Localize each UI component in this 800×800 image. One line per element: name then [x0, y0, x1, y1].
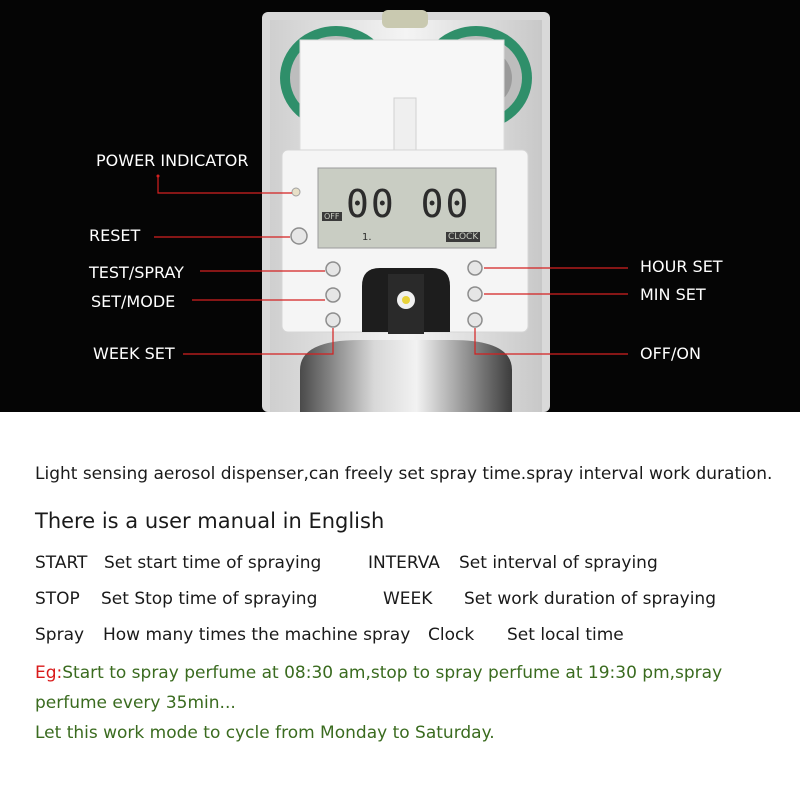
example-line1: Start to spray perfume at 08:30 am,stop to spray perfume at 19:30 pm,spray perfume every 35min...: [35, 663, 723, 713]
manual-desc-week: Set work duration of spraying: [464, 589, 716, 609]
aerosol-can: [300, 340, 512, 412]
manual-key-spray: Spray: [35, 625, 85, 645]
lcd-indicator: 1.: [362, 232, 372, 243]
example-prefix: Eg:: [35, 663, 63, 683]
week-set-button: [326, 313, 340, 327]
label-min-set: MIN SET: [640, 285, 706, 304]
off-on-button: [468, 313, 482, 327]
manual-desc-clock: Set local time: [507, 625, 624, 645]
lcd-clock-label: CLOCK: [448, 232, 479, 242]
manual-desc-start: Set start time of spraying: [104, 553, 322, 573]
manual-key-stop: STOP: [35, 589, 80, 609]
label-set-mode: SET/MODE: [91, 292, 176, 311]
manual-desc-stop: Set Stop time of spraying: [101, 589, 318, 609]
label-hour-set: HOUR SET: [640, 257, 723, 276]
lcd-digits: 00 00: [346, 182, 471, 226]
manual-desc-spray: How many times the machine spray: [103, 625, 411, 645]
label-reset: RESET: [89, 226, 141, 245]
manual-key-interva: INTERVA: [368, 553, 440, 573]
manual-key-start: START: [35, 553, 88, 573]
manual-heading: There is a user manual in English: [35, 509, 385, 533]
manual-desc-interva: Set interval of spraying: [459, 553, 658, 573]
manual-key-week: WEEK: [383, 589, 433, 609]
reset-button: [291, 228, 307, 244]
label-off-on: OFF/ON: [640, 344, 701, 363]
test-spray-button: [326, 262, 340, 276]
min-set-button: [468, 287, 482, 301]
label-week-set: WEEK SET: [93, 344, 175, 363]
lcd-status-off: OFF: [324, 212, 340, 221]
label-power-indicator: POWER INDICATOR: [96, 151, 249, 170]
label-test-spray: TEST/SPRAY: [89, 263, 184, 282]
power-led: [292, 188, 300, 196]
manual-key-clock: Clock: [428, 625, 475, 645]
hour-set-button: [468, 261, 482, 275]
example-line2: Let this work mode to cycle from Monday to Saturday.: [35, 723, 495, 743]
example-block: [35, 658, 775, 718]
set-mode-button: [326, 288, 340, 302]
intro-text: Light sensing aerosol dispenser,can freely set spray time.spray interval work duration.: [35, 464, 773, 484]
